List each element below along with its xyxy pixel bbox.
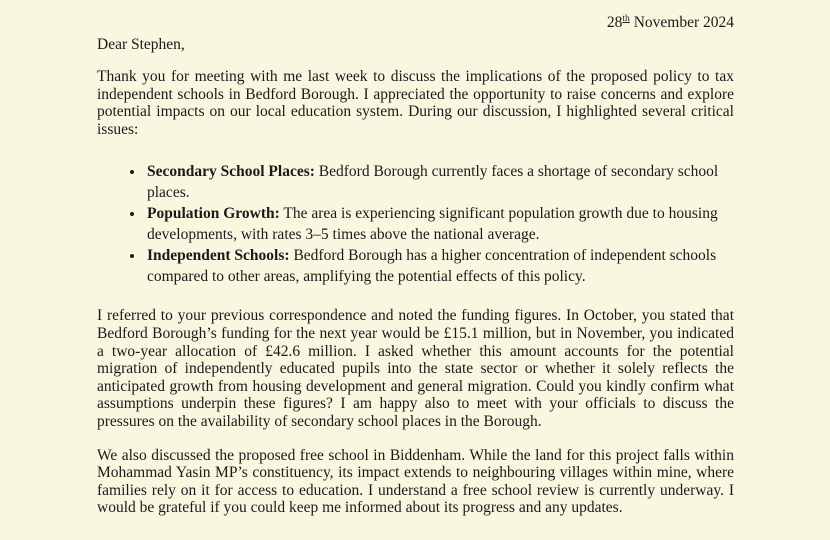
salutation: Dear Stephen, xyxy=(97,36,185,53)
bullet-label: Independent Schools: xyxy=(147,247,290,265)
date-day: 28 xyxy=(606,14,623,31)
intro-paragraph: Thank you for meeting with me last week to discuss the implications of the proposed policy to tax independent schools in Bedford Borough. I appreciated the opportunity to raise concerns and explore potential impacts on our local education system. During our discussion, I highlighted several critical issues: xyxy=(97,68,734,138)
bullet-item-population-growth xyxy=(145,203,734,245)
bullet-item-secondary-school-places xyxy=(145,161,734,203)
letter-date xyxy=(97,14,734,32)
bullet-text: Bedford Borough currently faces a shortage of secondary school places. xyxy=(147,163,719,202)
date-ordinal: th xyxy=(622,12,630,24)
date-rest: November 2024 xyxy=(629,14,734,31)
bullet-list xyxy=(97,161,734,287)
bullet-text: The area is experiencing significant population growth due to housing developments, with rates 3–5 times above the national average. xyxy=(147,205,718,244)
bullet-text: Bedford Borough has a higher concentration of independent schools compared to other areas, amplifying the potential effects of this policy. xyxy=(147,247,717,286)
bullet-label: Secondary School Places: xyxy=(147,163,315,181)
funding-paragraph: I referred to your previous correspondence and noted the funding figures. In October, you stated that Bedford Borough’s funding for the next year would be £15.1 million, but in November, you indicated a two-year allocation of £42.6 million. I asked whether this amount accounts for the potential migration of independently educated pupils into the state sector or whether it solely reflects the anticipated growth from housing development and general migration. Could you kindly confirm what assumptions underpin these figures? I am happy also to meet with your officials to discuss the pressures on the availability of secondary school places in the Borough. xyxy=(97,307,734,430)
bullet-label: Population Growth: xyxy=(147,205,280,223)
bullet-item-independent-schools xyxy=(145,245,734,287)
free-school-paragraph: We also discussed the proposed free school in Biddenham. While the land for this project falls within Mohammad Yasin MP’s constituency, its impact extends to neighbouring villages within mine, where families rely on it for access to education. I understand a free school review is currently underway. I would be grateful if you could keep me informed about its progress and any updates. xyxy=(97,446,734,517)
